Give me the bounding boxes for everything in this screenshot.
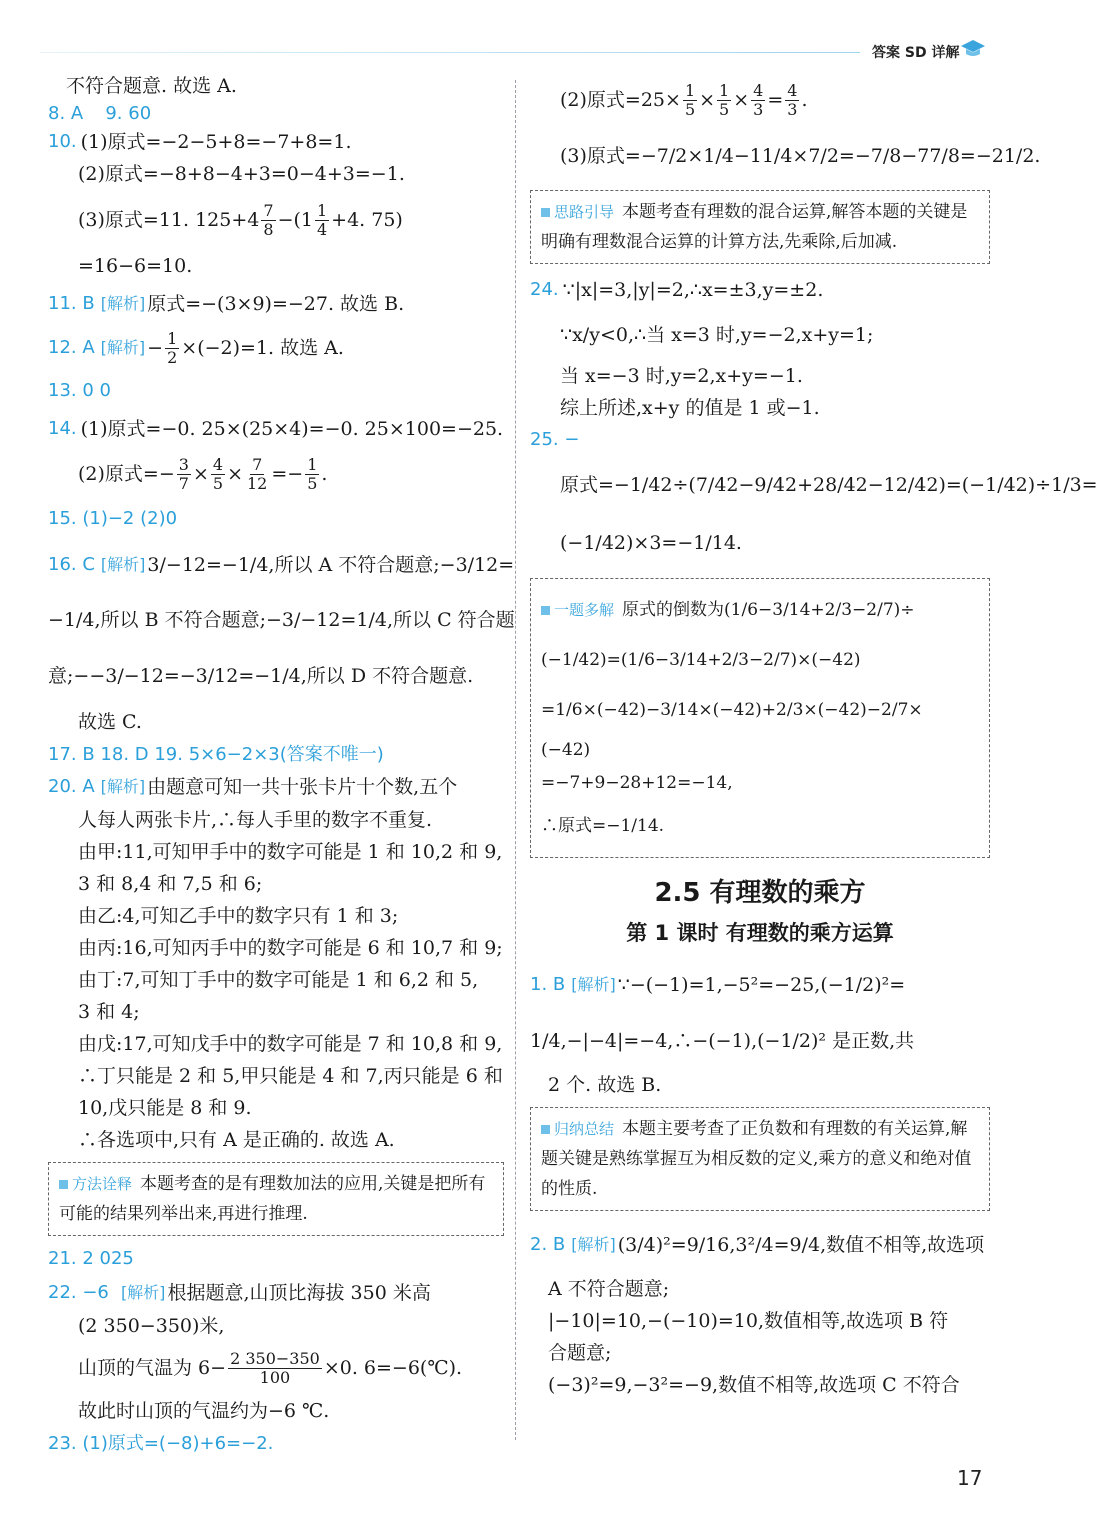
line: 意;−−3/−12=−3/12=−1/4,所以 D 不符合题意. bbox=[48, 665, 474, 687]
box-line: ∴原式=−1/14. bbox=[541, 816, 665, 836]
text: × bbox=[192, 463, 209, 485]
q21-row bbox=[48, 1242, 504, 1276]
box-text: 原式的倒数为(1/6−3/14+2/3−2/7)÷ bbox=[622, 600, 915, 620]
fraction bbox=[211, 456, 225, 493]
box-title: 思路引导 bbox=[541, 203, 614, 221]
numerator: 2 350−350 bbox=[230, 1348, 320, 1368]
line: 由丙:16,可知丙手中的数字可能是 6 和 10,7 和 9; bbox=[78, 937, 503, 959]
fraction bbox=[177, 456, 191, 493]
text: . bbox=[801, 89, 808, 111]
mixed-fraction-line bbox=[48, 192, 504, 248]
numerator: 1 bbox=[167, 328, 178, 348]
numerator: 4 bbox=[787, 80, 798, 100]
q-number: 21. 2 025 bbox=[48, 1248, 134, 1269]
fraction bbox=[315, 202, 329, 239]
line: (2)原式=−8+8−4+3=0−4+3=−1. bbox=[78, 163, 405, 185]
line: =16−6=10. bbox=[78, 255, 193, 277]
q-number: 2. B bbox=[530, 1234, 566, 1255]
q24-row bbox=[530, 270, 990, 310]
right-column bbox=[530, 72, 1098, 1401]
analysis-tag: [解析] bbox=[120, 1283, 166, 1302]
box-title: 归纳总结 bbox=[541, 1120, 614, 1138]
fraction-line bbox=[48, 448, 504, 500]
p2-row bbox=[530, 1217, 990, 1273]
q-number: 15. (1)−2 (2)0 bbox=[48, 508, 178, 529]
q17-row bbox=[48, 740, 504, 770]
line: ∴各选项中,只有 A 是正确的. 故选 A. bbox=[78, 1129, 395, 1151]
line: 由丁:7,可知丁手中的数字可能是 1 和 6,2 和 5, bbox=[78, 969, 479, 991]
numerator: 4 bbox=[212, 454, 224, 474]
q-number: 12. A bbox=[48, 337, 95, 358]
denominator: 8 bbox=[263, 219, 274, 239]
line: ∴丁只能是 2 和 5,甲只能是 4 和 7,丙只能是 6 和 bbox=[78, 1065, 503, 1087]
q-number: 20. A bbox=[48, 776, 95, 797]
box-title: 一题多解 bbox=[541, 601, 614, 619]
denominator: 3 bbox=[787, 99, 798, 119]
line: 人每人两张卡片,∴每人手里的数字不重复. bbox=[78, 809, 433, 831]
answer-row bbox=[48, 100, 504, 128]
section-title: 2.5 有理数的乘方 bbox=[654, 878, 866, 908]
box-line: =−7+9−28+12=−14, bbox=[541, 773, 733, 793]
text: =− bbox=[271, 463, 304, 485]
q8: 8. A bbox=[48, 103, 84, 124]
denominator: 4 bbox=[316, 219, 328, 239]
line: 当 x=−3 时,y=2,x+y=−1. bbox=[560, 365, 803, 387]
denominator: 5 bbox=[719, 99, 730, 119]
text: (2)原式=− bbox=[78, 463, 175, 485]
q-number: 24. bbox=[530, 279, 559, 300]
q-number: 16. C bbox=[48, 554, 95, 575]
q16-row bbox=[48, 538, 515, 592]
line: |−10|=10,−(−10)=10,数值相等,故选项 B 符 bbox=[548, 1310, 949, 1332]
text: − bbox=[147, 337, 164, 359]
denominator: 2 bbox=[167, 347, 178, 367]
line: 合题意; bbox=[548, 1342, 612, 1364]
line: (3)原式=−7/2×1/4−11/4×7/2=−7/8−77/8=−21/2. bbox=[560, 145, 1041, 167]
q-number: 11. B bbox=[48, 293, 95, 314]
analysis-tag: [解析] bbox=[571, 975, 616, 994]
line: 不符合题意. 故选 A. bbox=[66, 75, 237, 97]
page-number: 17 bbox=[957, 1466, 983, 1490]
text: × bbox=[699, 89, 716, 111]
fraction bbox=[785, 82, 799, 119]
line: 综上所述,x+y 的值是 1 或−1. bbox=[560, 397, 820, 419]
fraction-line bbox=[48, 1342, 504, 1394]
numerator: 1 bbox=[719, 80, 730, 100]
line: 原式=−(3×9)=−27. 故选 B. bbox=[147, 293, 405, 315]
fraction bbox=[245, 456, 269, 493]
line: (3/4)²=9/16,3²/4=9/4,数值不相等,故选项 bbox=[617, 1234, 985, 1256]
q15-row bbox=[48, 500, 504, 538]
line: 3 和 4; bbox=[78, 1001, 140, 1023]
text: ×0. 6=−6(℃). bbox=[323, 1357, 463, 1379]
box-text: 本题主要考查了正负数和有理数的有关运算,解题关键是熟练掌握互为相反数的定义,乘方的意义和绝对值的性质. bbox=[541, 1119, 972, 1199]
analysis-tag: [解析] bbox=[100, 555, 146, 574]
line: ∵|x|=3,|y|=2,∴x=±3,y=±2. bbox=[562, 279, 824, 301]
q-number: 25. − bbox=[530, 429, 580, 450]
line: 根据题意,山顶比海拔 350 米高 bbox=[167, 1282, 431, 1304]
fraction bbox=[305, 456, 319, 493]
numerator: 1 bbox=[684, 80, 696, 100]
column-divider bbox=[515, 80, 516, 1440]
line: 10,戊只能是 8 和 9. bbox=[78, 1097, 252, 1119]
q9: 9. 60 bbox=[105, 103, 152, 124]
summary-box bbox=[530, 1107, 990, 1211]
text: ×(−2)=1. 故选 A. bbox=[181, 337, 344, 359]
line: A 不符合题意; bbox=[548, 1278, 670, 1300]
thinking-guide-box bbox=[530, 190, 990, 264]
denominator: 100 bbox=[259, 1367, 291, 1387]
denominator: 5 bbox=[684, 99, 696, 119]
box-text: 本题考查的是有理数加法的应用,关键是把所有可能的结果列举出来,再进行推理. bbox=[59, 1174, 486, 1224]
header-label: 答案 SD 详解 bbox=[872, 45, 960, 61]
line: 1/4,−|−4|=−4,∴−(−1),(−1/2)² 是正数,共 bbox=[530, 1030, 915, 1052]
denominator: 3 bbox=[753, 99, 764, 119]
box-line: (−1/42)=(1/6−3/14+2/3−2/7)×(−42) bbox=[541, 650, 861, 670]
q-number: 14. bbox=[48, 418, 77, 439]
denominator: 5 bbox=[212, 473, 224, 493]
text: −(1 bbox=[277, 209, 313, 231]
line: 由题意可知一共十张卡片十个数,五个 bbox=[147, 776, 458, 798]
line: 原式=−1/42÷(7/42−9/42+28/42−12/42)=(−1/42)÷1/3= bbox=[560, 474, 1098, 496]
line: (−3)²=9,−3²=−9,数值不相等,故选项 C 不符合 bbox=[548, 1374, 960, 1396]
denominator: 7 bbox=[178, 473, 189, 493]
box-text: 本题考查有理数的混合运算,解答本题的关键是明确有理数混合运算的计算方法,先乘除,后加减. bbox=[541, 202, 968, 252]
box-line: =1/6×(−42)−3/14×(−42)+2/3×(−42)−2/7× bbox=[541, 700, 923, 720]
q-number: 13. 0 0 bbox=[48, 380, 111, 401]
box-line: (−42) bbox=[541, 740, 591, 760]
text: × bbox=[227, 463, 243, 485]
q12-row bbox=[48, 324, 504, 372]
lesson-title: 第 1 课时 有理数的乘方运算 bbox=[626, 921, 894, 945]
q13-row bbox=[48, 372, 504, 410]
method-note-box bbox=[48, 1162, 504, 1236]
fraction bbox=[261, 202, 275, 239]
line: −1/4,所以 B 不符合题意;−3/−12=1/4,所以 C 符合题 bbox=[48, 609, 515, 631]
line: (−1/42)×3=−1/14. bbox=[560, 532, 742, 554]
line: 由甲:11,可知甲手中的数字可能是 1 和 10,2 和 9, bbox=[78, 841, 503, 863]
line: 3/−12=−1/4,所以 A 不符合题意;−3/12= bbox=[147, 554, 515, 576]
text: (2)原式=25× bbox=[560, 89, 681, 111]
line: 由乙:4,可知乙手中的数字只有 1 和 3; bbox=[78, 905, 399, 927]
line: 故此时山顶的气温约为−6 ℃. bbox=[78, 1400, 330, 1422]
q23-row bbox=[48, 1428, 504, 1460]
line: 由戊:17,可知戊手中的数字可能是 7 和 10,8 和 9, bbox=[78, 1033, 503, 1055]
q-number: 17. B 18. D 19. 5×6−2×3(答案不唯一) bbox=[48, 744, 384, 765]
q-number: 10. bbox=[48, 131, 77, 152]
line: 故选 C. bbox=[78, 711, 142, 733]
q20-row bbox=[48, 770, 504, 804]
text: × bbox=[733, 89, 750, 111]
numerator: 1 bbox=[316, 200, 328, 220]
line: (1)原式=−0. 25×(25×4)=−0. 25×100=−25. bbox=[80, 418, 504, 440]
q11-row bbox=[48, 284, 504, 324]
fraction bbox=[751, 82, 765, 119]
fraction bbox=[165, 330, 179, 367]
numerator: 4 bbox=[753, 80, 764, 100]
numerator: 7 bbox=[263, 200, 274, 220]
q10-row bbox=[48, 128, 504, 156]
denominator: 12 bbox=[246, 473, 268, 493]
header-rule bbox=[40, 52, 860, 53]
line: (2 350−350)米, bbox=[78, 1315, 225, 1337]
text: = bbox=[767, 89, 784, 111]
fraction bbox=[717, 82, 731, 119]
denominator: 5 bbox=[307, 473, 318, 493]
graduation-cap-icon bbox=[960, 38, 986, 60]
analysis-tag: [解析] bbox=[100, 294, 146, 313]
text: (3)原式=11. 125+4 bbox=[78, 209, 260, 231]
numerator: 7 bbox=[252, 454, 263, 474]
line: (1)原式=−2−5+8=−7+8=1. bbox=[80, 131, 352, 153]
q-number: 22. −6 bbox=[48, 1282, 109, 1303]
line: 3 和 8,4 和 7,5 和 6; bbox=[78, 873, 263, 895]
line: ∵−(−1)=1,−5²=−25,(−1/2)²= bbox=[617, 974, 906, 996]
q25-row bbox=[530, 424, 990, 456]
analysis-tag: [解析] bbox=[571, 1235, 616, 1254]
line: 2 个. 故选 B. bbox=[548, 1074, 662, 1096]
fraction bbox=[228, 1350, 322, 1387]
q14-row bbox=[48, 410, 504, 448]
text: +4. 75) bbox=[331, 209, 403, 231]
fraction bbox=[683, 82, 697, 119]
text: 山顶的气温为 6− bbox=[78, 1357, 227, 1379]
fraction-line bbox=[530, 72, 990, 128]
left-column bbox=[48, 72, 515, 1460]
numerator: 1 bbox=[307, 454, 318, 474]
q-number: 1. B bbox=[530, 974, 566, 995]
q22-row bbox=[48, 1276, 504, 1310]
analysis-tag: [解析] bbox=[100, 338, 146, 357]
box-line bbox=[541, 585, 979, 635]
q-number: 23. (1)原式=(−8)+6=−2. bbox=[48, 1433, 274, 1454]
multi-solution-box bbox=[530, 578, 990, 858]
numerator: 3 bbox=[178, 454, 189, 474]
line: ∵x/y<0,∴当 x=3 时,y=−2,x+y=1; bbox=[560, 324, 874, 346]
box-title: 方法诠释 bbox=[59, 1175, 132, 1193]
text: . bbox=[321, 463, 328, 485]
analysis-tag: [解析] bbox=[100, 777, 146, 796]
p1-row bbox=[530, 957, 990, 1013]
